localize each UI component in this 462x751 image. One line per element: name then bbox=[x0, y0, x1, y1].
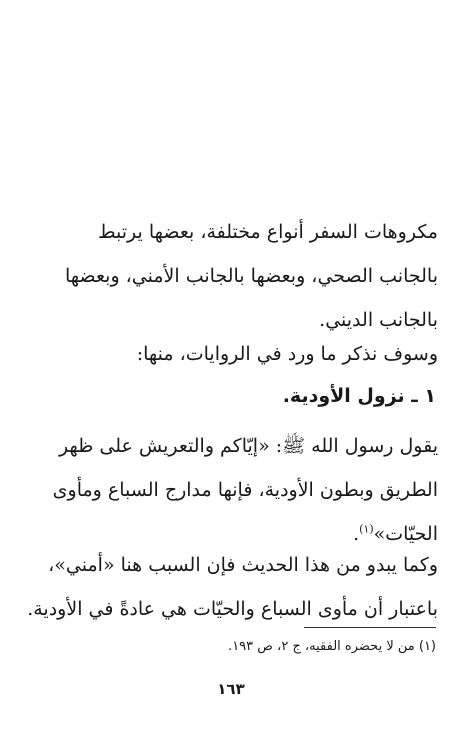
text-fragment: الحيّات» bbox=[373, 523, 438, 545]
paragraph-intro bbox=[26, 332, 438, 376]
text-line: مكروهات السفر أنواع مختلفة، بعضها يرتبط bbox=[97, 221, 438, 243]
paragraph-travel-dislikes bbox=[26, 210, 438, 342]
section-heading: ١ ـ نزول الأودية. bbox=[282, 385, 436, 407]
text-fragment: . bbox=[353, 523, 360, 545]
page-number: ١٦٣ bbox=[217, 680, 245, 698]
paragraph-explanation bbox=[26, 543, 438, 631]
text-line: وكما يبدو من هذا الحديث فإن السبب هنا «أمني»، bbox=[48, 554, 438, 576]
text-line: الطريق وبطون الأودية، فإنها مدارج السباع ومأوى bbox=[52, 479, 438, 501]
text-line: باعتبار أن مأوى السباع والحيّات هي عادةً في الأودية. bbox=[27, 598, 438, 620]
text-line: يقول رسول الله ﷺ: «إيّاكم والتعريش على ظهر bbox=[58, 435, 438, 457]
text-line: بالجانب الصحي، وبعضها بالجانب الأمني، وبعضها bbox=[64, 265, 438, 287]
paragraph-hadith bbox=[26, 424, 438, 556]
footnote: (١) من لا يحضره الفقيه، ج ٢، ص ١٩٣. bbox=[228, 639, 436, 654]
text-line: وسوف نذكر ما ورد في الروايات، منها: bbox=[136, 343, 438, 365]
text-line: بالجانب الديني. bbox=[319, 309, 438, 331]
footnote-divider bbox=[304, 627, 436, 628]
footnote-marker: (١) bbox=[359, 522, 374, 536]
